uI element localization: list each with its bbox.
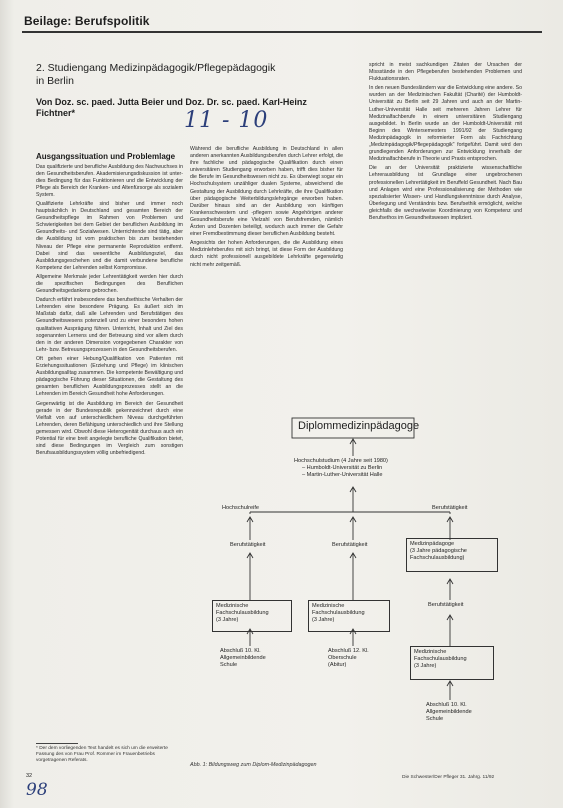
- left-base-label: [220, 648, 266, 668]
- middle-school-box: [308, 600, 390, 632]
- article-title-line-2: in Berlin: [36, 74, 74, 87]
- right-medizinpaedagoge-box: [406, 538, 498, 572]
- section-heading: Ausgangssituation und Problemlage: [36, 152, 176, 161]
- right-school-box: [410, 646, 494, 680]
- mid-school-line: Medizinische: [312, 603, 345, 609]
- right-base-line: Abschluß 10. Kl.: [426, 702, 467, 708]
- paragraph: spricht in meist sachkundigen Zitaten der Ursachen der Missstände in den Pflegeberufen bestehenden Problemen und Fluktuationsraten.: [369, 62, 522, 83]
- mid-school-line: (3 Jahre): [312, 616, 335, 623]
- handwritten-note: 11 - 10: [184, 108, 269, 133]
- mid-base-line: Abschluß 12. Kl.: [328, 648, 369, 654]
- left-base-line: Allgemeinbildende: [220, 654, 266, 661]
- paragraph: Angesichts der hohen Anforderungen, die die Ausbildung eines Medizinlehrberufes mit sich bringt, ist diese Form der Ausbildung durch nicht professionell ausgebildete Lehrkräfte gegenwärtig nicht mehr zeitgemäß.: [190, 240, 343, 268]
- paragraph: Qualifizierte Lehrkräfte sind bisher und immer noch hauptsächlich in Deutschland und gesamten Bereich der Gesundheitspflege im Rahmen von Problemen und Schwierigkeiten bei dem Gebiet der beruflichen Ausbildung im Gesundheits- und Sozialwesen. Unterrichtende sind tätig, aber die Ausbildung ist vom praktischen bis zum bestehenden Niveau der Pflege eine permanente Reproduktion entfernt. Dabei sind das wesentliche Ausbildungsziel, das Ausbildungsgeschehen und die damit verbundene berufliche Kompetenz der Lehrenden selbst Kompromisse.: [36, 200, 183, 271]
- right-mp-label: Medizinpädagoge: [410, 541, 455, 547]
- page-number: 32: [26, 773, 33, 779]
- right-base-line: Allgemeinbildende: [426, 708, 472, 715]
- paragraph: Gegenwärtig ist die Ausbildung im Bereich der Gesundheit gerade in der Bundesrepublik gekennzeichnet durch eine Vielfalt von auf unterschiedlichem Niveau durchgeführten Lehrenden, deren Befähigung unterschiedlich und ihre Stellung gemessen wird. Obwohl diese Heterogenität durchaus auch ein Potential für eine breit angelegte berufliche Qualifikation bietet, sind diese Bedingungen im Vergleich zum sonstigen Berufsausbildungssystem völlig unbefriedigend.: [36, 400, 183, 457]
- berufstaetigkeit-top-label: Berufstätigkeit: [432, 505, 468, 511]
- left-school-line: Fachschulausbildung: [216, 609, 269, 616]
- article-title-line-1: 2. Studiengang Medizinpädagogik/Pflegepädagogik: [36, 62, 276, 74]
- article-authors: Von Doz. sc. paed. Jutta Beier und Doz. Dr. sc. paed. Karl-Heinz Fichtner*: [36, 97, 307, 118]
- right-base-line: Schule: [426, 715, 444, 722]
- paragraph: Oft gehen einer Hebung/Qualifikation von Patienten mit Erziehungssituationen (Erziehung und Pflege) im klinischen Ausbildungsalltag zusammen. Die kompetente Bewältigung und pädagogische Führung dieser Situationen, die Gestaltung des gesamten beruflichen Ausbildungsprozesses stellt an die Lehrenden im Bereich Gesundheit hohe Anforderungen.: [36, 355, 183, 398]
- mid-base-line: Oberschule: [328, 654, 357, 661]
- right-mp-detail: (3 Jahre pädagogische Fachschulausbildung): [410, 547, 467, 561]
- text-column-2: [190, 146, 343, 404]
- journal-footer: Die Schwester/Der Pfleger 31. Jahrg. 11/92: [402, 775, 495, 780]
- hochschulreife-label: Hochschulreife: [222, 505, 259, 511]
- education-path-diagram: [188, 414, 538, 762]
- left-school-line: (3 Jahre): [216, 616, 239, 623]
- right-base-label: [426, 702, 472, 722]
- middle-profession-label: Berufstätigkeit: [332, 542, 368, 548]
- right-school-line: (3 Jahre): [414, 662, 437, 669]
- diagram-study-label: [294, 458, 444, 478]
- text-column-3: [369, 62, 522, 407]
- left-base-line: Abschluß 10. Kl.: [220, 648, 261, 654]
- paragraph: Das qualifizierte und berufliche Ausbildung des Nachwuchses in den Gesundheitsberufen. Akademisierungsdiskussion ist unter- dies Bedingung für das Funktionieren und die Entwicklung der Pflege als Bereich der Kranken- und Altenfürsorge als sozialem System.: [36, 163, 183, 198]
- study-line: Hochschulstudium (4 Jahre seit 1980): [294, 458, 388, 464]
- middle-base-label: [328, 648, 369, 668]
- university-2: – Martin-Luther-Universität Halle: [302, 471, 383, 478]
- footnote-rule: [36, 743, 78, 744]
- handwritten-page-mark: 98: [26, 780, 48, 800]
- section-header: Beilage: Berufspolitik: [24, 14, 150, 28]
- footnote: * Der dem vorliegenden Text handelt es sich um die erweiterte Fassung des von Frau Prof. Rommer im Frauenbetriebs vorgetragenen Referats.: [36, 746, 168, 763]
- right-profession-label: Berufstätigkeit: [428, 602, 464, 608]
- paragraph: Dadurch erfährt insbesondere das berufsethische Verhalten der Lehrenden eine besondere Prägung. Es äußert sich im Maßstab dafür, daß alle Lehrenden und Berufstätigen des Gesundheitswesens potenziell und zu einer besonders hohen qualitativen Ausprägung führen. Unterricht, Inhalt und Ziel des sogenannten Lernens und der Betreuung sind vor allem durch den in der anderen Dimension vorgegebenen Charakter von Lehr- bzw. Betreuungsprozessen in den Gesundheitsberufen.: [36, 297, 183, 353]
- right-school-line: Fachschulausbildung: [414, 655, 467, 662]
- paragraph: Die an der Universität praktizierte wissenschaftliche Lehrerausbildung ist Grundlage einer ungebrochenen professionellen Lehrertätigkeit im Beruffeld Gesundheit. Nach Bau und Anlagen wird eine Professionalisierung der Methoden wie spezialisierter Wissen- und Handlungskenntnisse durch Analyse, Überlegung und Verständnis bzw. Berufsethik ermöglicht, welche gleichfalls die wechselweise Koordinierung von Kompetenz und Berufsethos im Gesundheitswesen impliziert.: [369, 165, 522, 221]
- diagram-top-box: Diplommedizinpädagoge: [298, 420, 420, 432]
- article-title: [36, 62, 336, 87]
- university-1: – Humboldt-Universität zu Berlin: [302, 464, 383, 471]
- right-school-line: Medizinische: [414, 649, 447, 655]
- paragraph: Während die berufliche Ausbildung in Deutschland in allen anderen anerkannten Ausbildungsberufen durch Lehrer erfolgt, die ihre fachliche und pädagogische Qualifikation durch einen universitären Studiengang erworben haben, trifft dies bisher für die Berufe im Gesundheitswesen nicht zu. Es überwiegt sogar ein Hochschulsystem unzähliger dualen Systeme, abweichend die Gestaltung der Ausbildung durch Lehrkräfte, die ihre Qualifikation über pädagogische Weiterbildungslehrgänge erworben haben. Darüber hinaus sind an der Ausbildung von künftigen Krankenschwestern und -pflegern sowie Angehörigen anderer Gesundheitsberufe eine Vielzahl von Berufsfremden, nämlich Ärzten und Dozenten beteiligt, wodurch auch immer die Gefahr einer Fremdbestimmung dieser beruflichen Ausbildung besteht.: [190, 146, 343, 238]
- left-base-line: Schule: [220, 661, 238, 668]
- paragraph: Allgemeine Merkmale jeder Lehrentätigkeit werden hier durch die spezifischen Bedingungen des Beruflichen Gesundheitsgedankens gebrochen.: [36, 273, 183, 295]
- header-rule: [22, 31, 542, 33]
- left-school-box: [212, 600, 292, 632]
- left-school-line: Medizinische: [216, 603, 249, 609]
- paragraph: In den neuen Bundesländern war die Entwicklung eine andere. So wurden an der Medizinischen Fakultät (Charité) der Humboldt-Universität zu Berlin seit 29 Jahren und auch an der Martin-Luther-Universität Halle seit mehreren Jahren Lehrer für Medizinalfachberufe in einem universitären Studiengang ausgebildet. In Berlin wurde an der Humboldt-Universität mit Beginn des Wintersemesters 1991/92 der Studiengang Medizinpädagogik in reformierter Form als Fachrichtung „Medizinpädagogik/Pflegepädagogik" fortgeführt. Damit wird den grundlegenden Anforderungen zur Entwicklung innerhalb der Medizinalfachberufe in Theorie und Praxis entsprochen.: [369, 85, 522, 163]
- figure-caption: Abb. 1: Bildungsweg zum Diplom-Medizinpädagogen: [190, 762, 317, 768]
- mid-base-line: (Abitur): [328, 661, 347, 668]
- mid-school-line: Fachschulausbildung: [312, 609, 365, 616]
- left-profession-label: Berufstätigkeit: [230, 542, 266, 548]
- text-column-1: [36, 152, 183, 752]
